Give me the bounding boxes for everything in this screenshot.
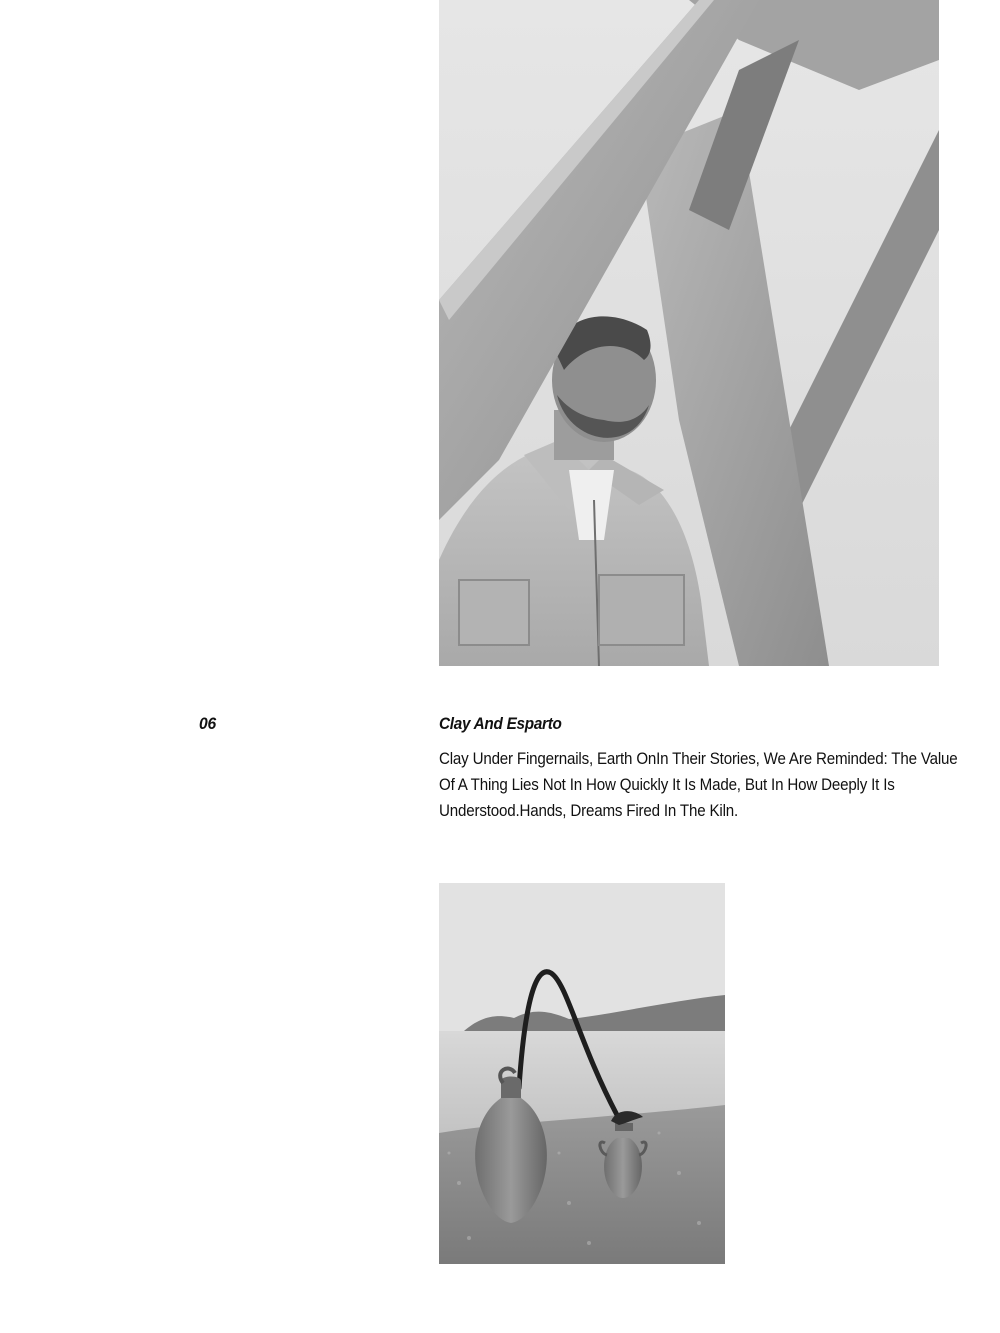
hero-photo-illustration [439,0,939,666]
jacket-pocket-right [599,575,684,645]
chapter-title: Clay And Esparto [439,714,562,733]
pottery-photo-illustration [439,883,725,1264]
large-jug-neck [501,1077,521,1099]
chapter-body-text: Clay Under Fingernails, Earth OnIn Their Stories, We Are Reminded: The Value Of A Thing Lies Not In How Quickly It Is Made, But In How Deeply It Is Understood.Hands, Dreams Fired In The Kiln. [439,749,958,820]
chapter-number: 06 [199,714,217,733]
pottery-photo [439,883,725,1264]
hero-photo [439,0,939,666]
jacket-pocket-left [459,580,529,645]
